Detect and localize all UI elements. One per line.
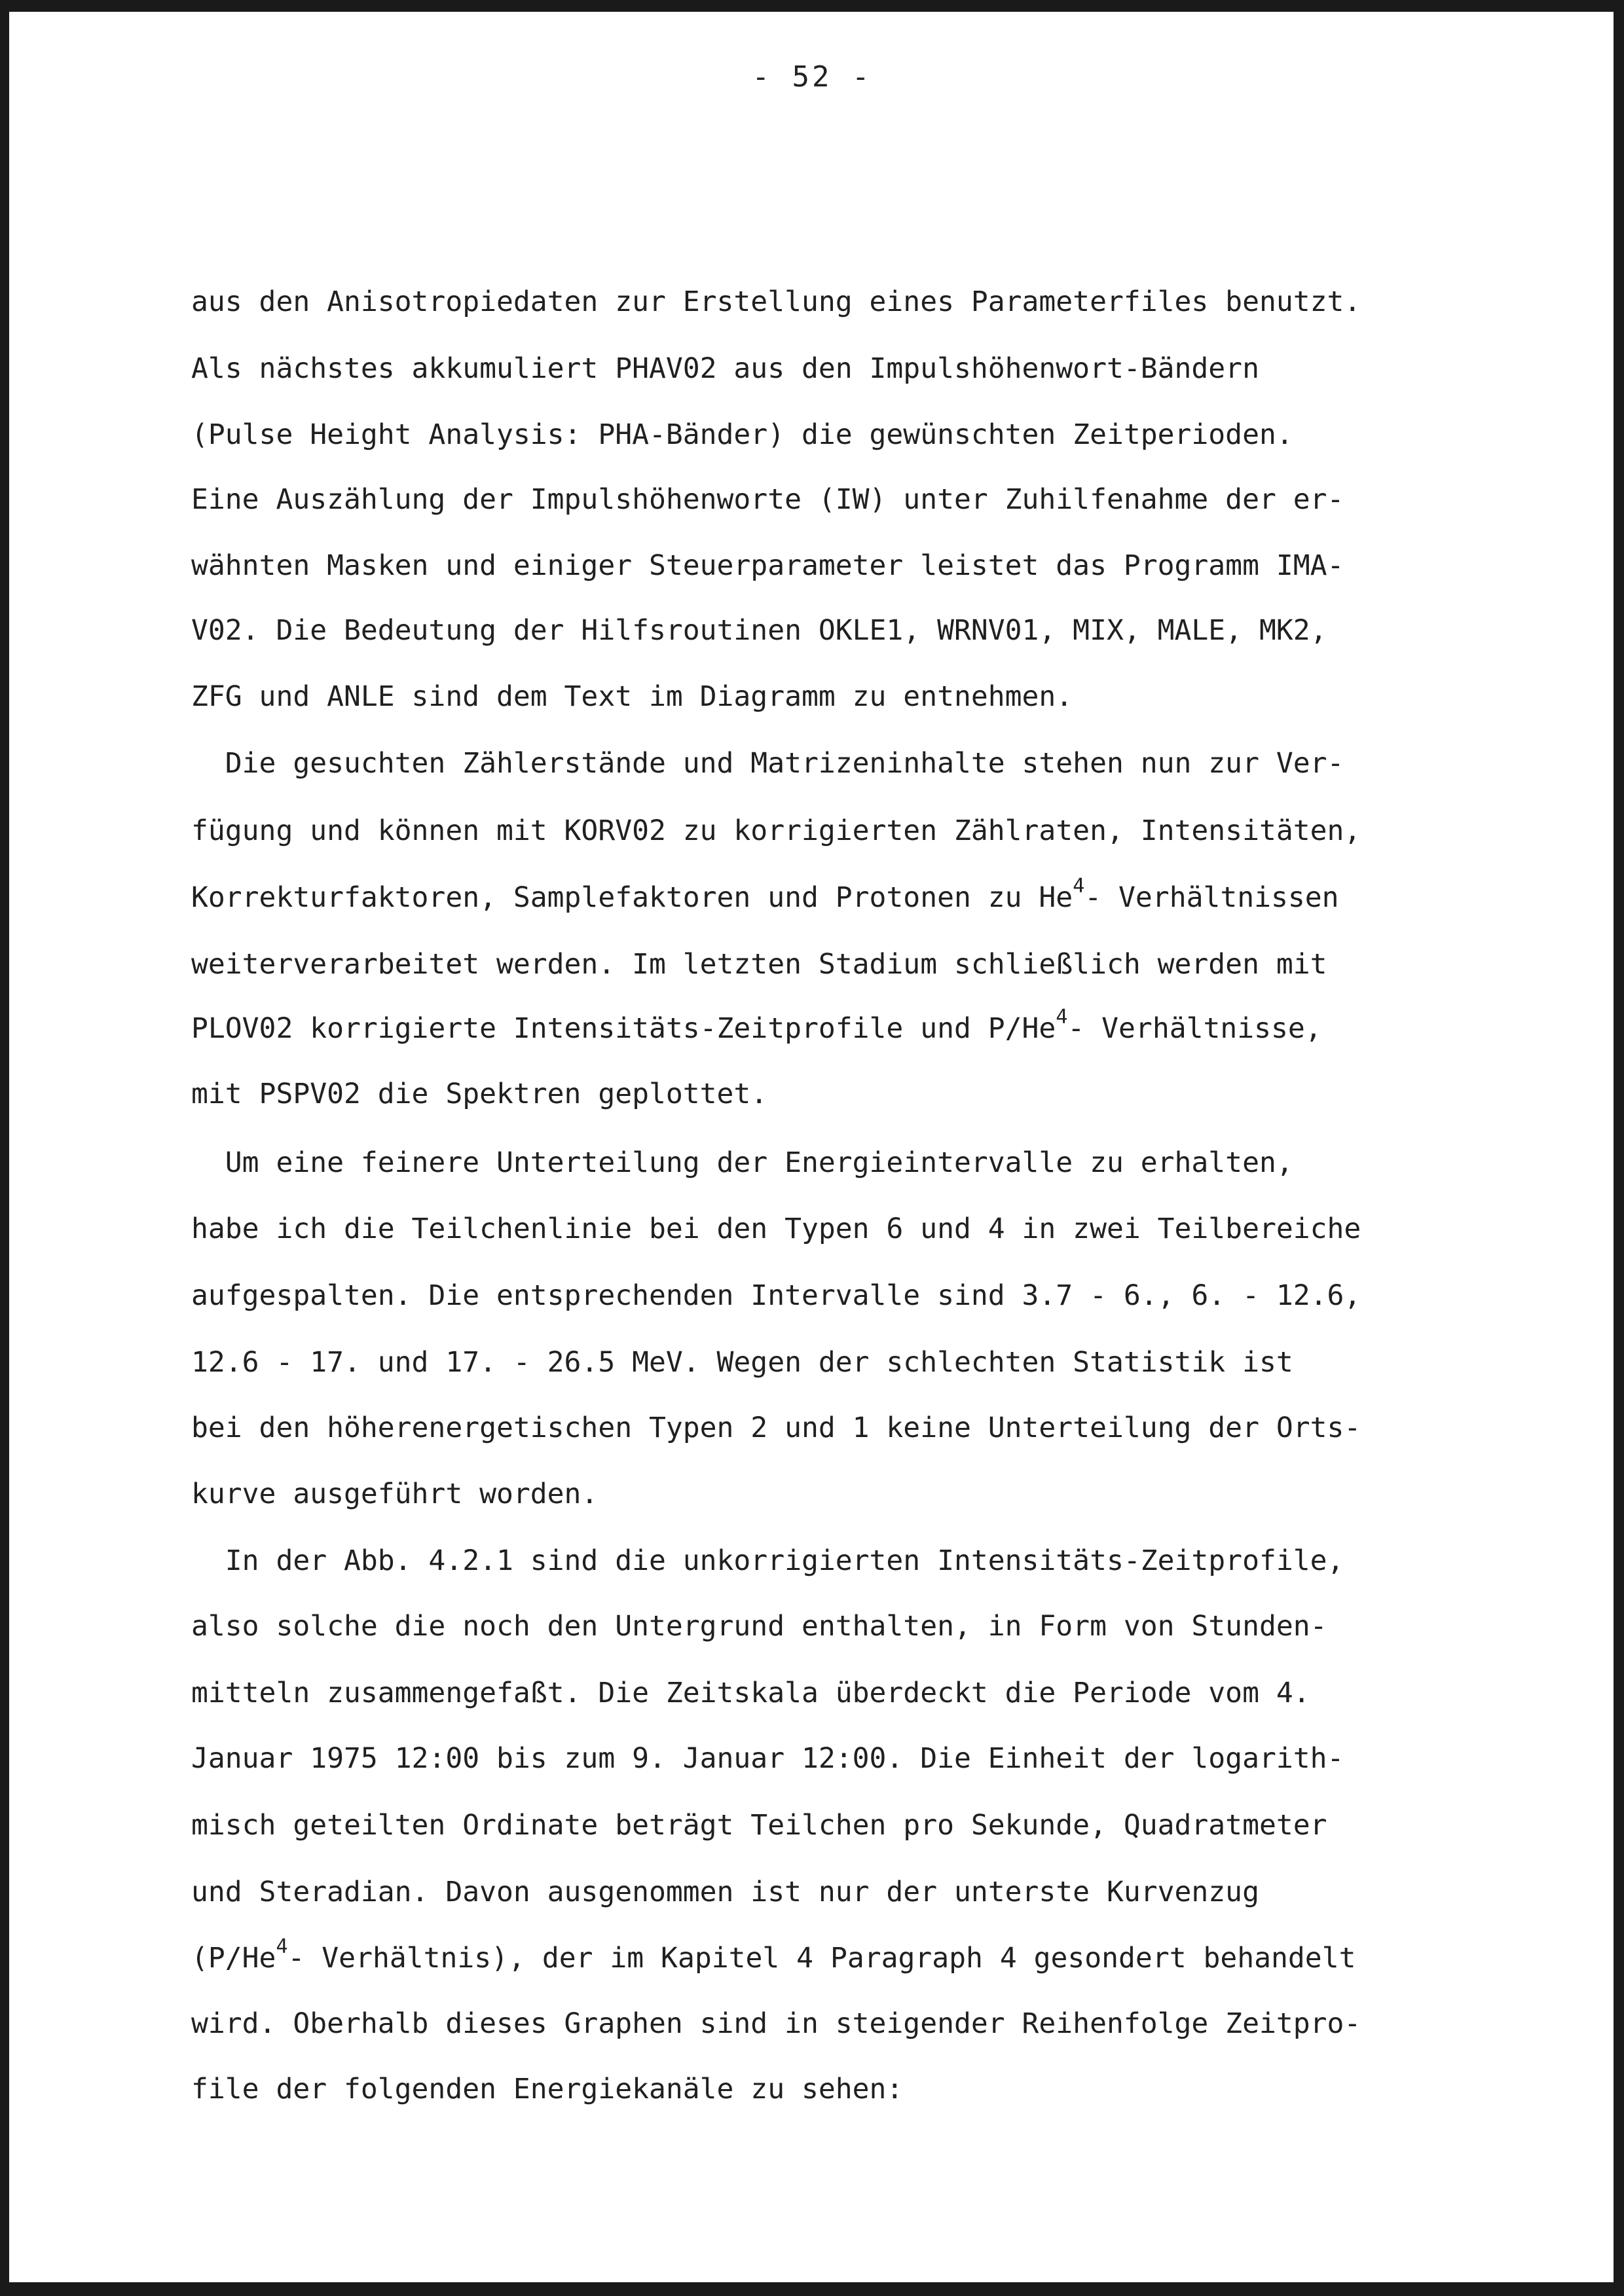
text-line: und Steradian. Davon ausgenommen ist nur der unterste Kurvenzug — [191, 1876, 1259, 1908]
text-line: also solche die noch den Untergrund enthalten, in Form von Stunden- — [191, 1610, 1327, 1643]
text-line: Die gesuchten Zählerstände und Matrizeninhalte stehen nun zur Ver- — [191, 747, 1344, 780]
text-line: aufgespalten. Die entsprechenden Intervalle sind 3.7 - 6., 6. - 12.6, — [191, 1279, 1361, 1312]
text-line: Eine Auszählung der Impulshöhenworte (IW) unter Zuhilfenahme der er- — [191, 483, 1344, 516]
superscript: 4 — [1073, 875, 1085, 898]
text-line: ZFG und ANLE sind dem Text im Diagramm zu entnehmen. — [191, 680, 1073, 713]
text-line: (Pulse Height Analysis: PHA-Bänder) die gewünschten Zeitperioden. — [191, 418, 1293, 451]
text-line: fügung und können mit KORV02 zu korrigierten Zählraten, Intensitäten, — [191, 814, 1361, 847]
superscript: 4 — [276, 1935, 288, 1958]
text-segment: (P/He — [191, 1942, 276, 1975]
text-line: Um eine feinere Unterteilung der Energieintervalle zu erhalten, — [191, 1146, 1293, 1179]
superscript: 4 — [1056, 1006, 1068, 1029]
text-line: Januar 1975 12:00 bis zum 9. Januar 12:00. Die Einheit der logarith- — [191, 1742, 1344, 1775]
text-segment: Korrekturfaktoren, Samplefaktoren und Protonen zu He — [191, 881, 1073, 914]
text-line: wähnten Masken und einiger Steuerparameter leistet das Programm IMA- — [191, 549, 1344, 582]
text-line: bei den höherenergetischen Typen 2 und 1 keine Unterteilung der Orts- — [191, 1412, 1361, 1444]
page-number: - 52 - — [752, 60, 872, 94]
text-line: kurve ausgeführt worden. — [191, 1478, 599, 1510]
text-line: aus den Anisotropiedaten zur Erstellung eines Parameterfiles benutzt. — [191, 285, 1361, 318]
text-line — [191, 1935, 1356, 1975]
text-line: In der Abb. 4.2.1 sind die unkorrigierten Intensitäts-Zeitprofile, — [191, 1544, 1344, 1577]
text-line: Als nächstes akkumuliert PHAV02 aus den Impulshöhenwort-Bändern — [191, 352, 1259, 385]
text-segment: - Verhältnissen — [1084, 881, 1339, 914]
text-line: mit PSPV02 die Spektren geplottet. — [191, 1078, 768, 1110]
text-segment: - Verhältnis), der im Kapitel 4 Paragraph 4 gesondert behandelt — [287, 1942, 1356, 1975]
text-line: file der folgenden Energiekanäle zu sehen: — [191, 2073, 904, 2105]
text-line — [191, 875, 1339, 914]
text-line: habe ich die Teilchenlinie bei den Typen 6 und 4 in zwei Teilbereiche — [191, 1212, 1361, 1245]
text-line: mitteln zusammengefaßt. Die Zeitskala überdeckt die Periode vom 4. — [191, 1677, 1310, 1709]
text-line — [191, 1006, 1322, 1045]
text-line: misch geteilten Ordinate beträgt Teilchen pro Sekunde, Quadratmeter — [191, 1809, 1327, 1842]
text-segment: PLOV02 korrigierte Intensitäts-Zeitprofile und P/He — [191, 1012, 1056, 1045]
text-line: 12.6 - 17. und 17. - 26.5 MeV. Wegen der schlechten Statistik ist — [191, 1346, 1293, 1379]
text-line: wird. Oberhalb dieses Graphen sind in steigender Reihenfolge Zeitpro- — [191, 2007, 1361, 2040]
text-segment: - Verhältnisse, — [1067, 1012, 1322, 1045]
text-line: weiterverarbeitet werden. Im letzten Stadium schließlich werden mit — [191, 948, 1327, 981]
text-line: V02. Die Bedeutung der Hilfsroutinen OKLE1, WRNV01, MIX, MALE, MK2, — [191, 614, 1327, 647]
